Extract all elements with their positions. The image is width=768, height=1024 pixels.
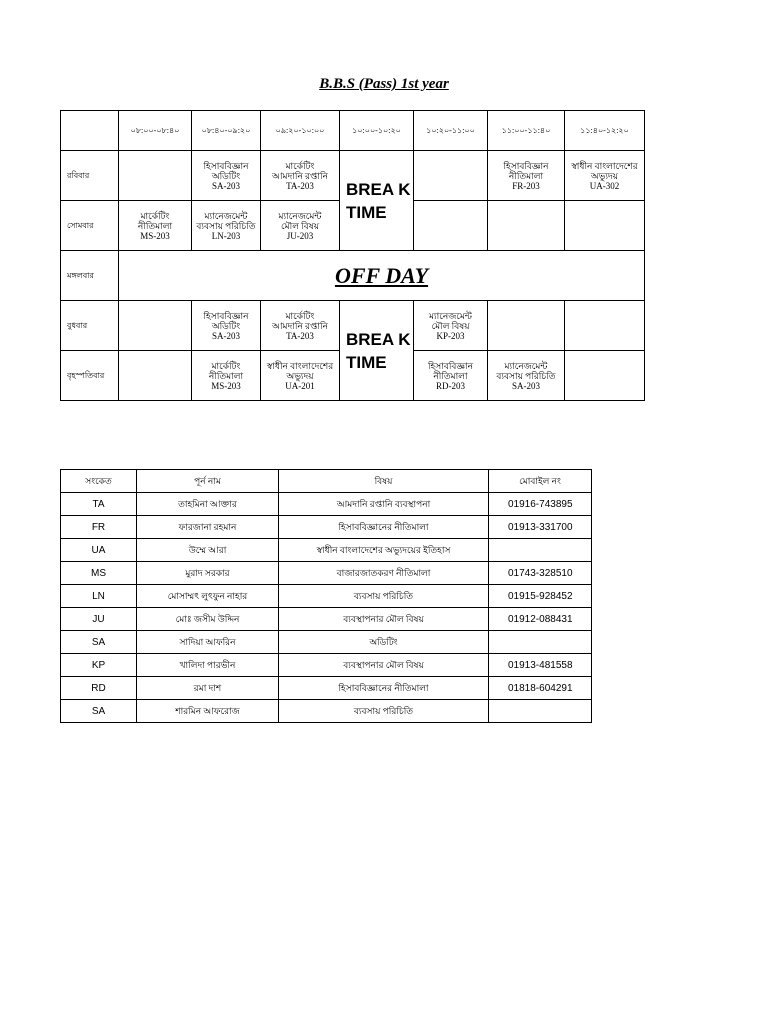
class-cell xyxy=(488,201,565,251)
teacher-name: মুরাদ সরকার xyxy=(137,562,279,585)
teacher-code: UA-201 xyxy=(285,380,315,391)
teacher-code: SA-203 xyxy=(511,380,540,391)
class-cell xyxy=(261,351,340,401)
class-cell xyxy=(261,201,340,251)
routine-header-row xyxy=(61,111,645,151)
teacher-code: MS xyxy=(61,562,137,585)
teacher-mobile xyxy=(489,539,592,562)
teacher-code: SA-203 xyxy=(211,180,240,191)
teacher-list-table xyxy=(60,469,592,723)
class-cell xyxy=(261,151,340,201)
teacher-name: মোসাম্মৎ লুৎফুন নাহার xyxy=(137,585,279,608)
teacher-subject: স্বাধীন বাংলাদেশের অভ্যুদয়ের ইতিহাস xyxy=(279,539,489,562)
teacher-mobile xyxy=(489,700,592,723)
teacher-name: তাহমিনা আক্তার xyxy=(137,493,279,516)
break-time-cell: BREA K TIME xyxy=(340,301,414,401)
subject-line: অডিটিং xyxy=(211,170,241,181)
subject-line: হিসাববিজ্ঞান xyxy=(203,310,249,321)
teacher-code: KP-203 xyxy=(436,330,465,341)
class-cell xyxy=(414,351,488,401)
teacher-subject: হিসাববিজ্ঞানের নীতিমালা xyxy=(279,516,489,539)
subject-line: নীতিমালা xyxy=(208,370,244,381)
teacher-row xyxy=(61,608,592,631)
teacher-subject: অডিটিং xyxy=(279,631,489,654)
teacher-code: FR xyxy=(61,516,137,539)
teacher-mobile: 01916-743895 xyxy=(489,493,592,516)
teacher-code: TA-203 xyxy=(286,330,314,341)
class-cell xyxy=(192,201,261,251)
class-cell xyxy=(565,151,645,201)
class-cell xyxy=(192,301,261,351)
teacher-code: SA xyxy=(61,700,137,723)
teacher-subject: ব্যবসায় পরিচিতি xyxy=(279,585,489,608)
header-corner xyxy=(61,111,119,151)
teacher-subject: ব্যবস্থাপনার মৌল বিষয় xyxy=(279,608,489,631)
subject-line: হিসাববিজ্ঞান xyxy=(203,160,249,171)
subject-line: স্বাধীন বাংলাদেশের xyxy=(571,160,638,171)
subject-line: ম্যানেজমেন্ট xyxy=(504,360,548,371)
subject-line: অডিটিং xyxy=(211,320,241,331)
teacher-subject: ব্যবসায় পরিচিতি xyxy=(279,700,489,723)
subject-line: নীতিমালা xyxy=(508,170,544,181)
teacher-mobile xyxy=(489,631,592,654)
teacher-row xyxy=(61,700,592,723)
teacher-code: UA-302 xyxy=(589,180,620,191)
teacher-row xyxy=(61,631,592,654)
teacher-name: ফারজানা রহমান xyxy=(137,516,279,539)
teacher-row xyxy=(61,539,592,562)
subject-line: ব্যবসায় পরিচিতি xyxy=(196,220,256,231)
teacher-code: TA-203 xyxy=(286,180,314,191)
teacher-mobile: 01743-328510 xyxy=(489,562,592,585)
break-time-cell: BREA K TIME xyxy=(340,151,414,251)
page-title: B.B.S (Pass) 1st year xyxy=(319,76,449,92)
time-slot-1: ০৮:০০-০৮:৪০ xyxy=(119,111,192,151)
time-slot-3: ০৯:২০-১০:০০ xyxy=(261,111,340,151)
teacher-code: KP xyxy=(61,654,137,677)
teacher-mobile: 01913-481558 xyxy=(489,654,592,677)
class-cell xyxy=(488,351,565,401)
teacher-mobile: 01818-604291 xyxy=(489,677,592,700)
teacher-header-row xyxy=(61,470,592,493)
teacher-mobile: 01912-088431 xyxy=(489,608,592,631)
subject-line: মার্কেটিং xyxy=(211,360,241,371)
subject-line: মৌল বিষয় xyxy=(280,220,320,231)
class-cell xyxy=(192,351,261,401)
class-cell xyxy=(565,301,645,351)
teacher-mobile: 01915-928452 xyxy=(489,585,592,608)
subject-line: ম্যানেজমেন্ট xyxy=(278,210,322,221)
subject-line: আমদানি রপ্তানি xyxy=(272,170,328,181)
teacher-name: উম্মে আরা xyxy=(137,539,279,562)
class-cell xyxy=(414,301,488,351)
subject-line: ম্যানেজমেন্ট xyxy=(429,310,472,321)
class-cell xyxy=(414,151,488,201)
teacher-code: JU xyxy=(61,608,137,631)
class-cell xyxy=(119,201,192,251)
subject-line: ব্যবসায় পরিচিতি xyxy=(496,370,556,381)
day-sunday: রবিবার xyxy=(61,151,119,201)
teacher-name: সাদিয়া আফরিন xyxy=(137,631,279,654)
teacher-code: SA-203 xyxy=(211,330,240,341)
class-cell xyxy=(488,151,565,201)
teacher-code: FR-203 xyxy=(512,180,540,191)
teacher-code: LN-203 xyxy=(211,230,241,241)
class-cell xyxy=(565,201,645,251)
teacher-subject: আমদানি রপ্তানি ব্যবস্থাপনা xyxy=(279,493,489,516)
teacher-name: শারমিন আফরোজ xyxy=(137,700,279,723)
time-slot-6: ১১:০০-১১:৪০ xyxy=(488,111,565,151)
teacher-mobile: 01913-331700 xyxy=(489,516,592,539)
subject-line: মার্কেটিং xyxy=(285,310,315,321)
routine-row-wednesday xyxy=(61,301,645,351)
day-thursday: বৃহস্পতিবার xyxy=(61,351,119,401)
teacher-code: UA xyxy=(61,539,137,562)
teacher-row xyxy=(61,516,592,539)
subject-line: ম্যানেজমেন্ট xyxy=(204,210,248,221)
subject-line: হিসাববিজ্ঞান xyxy=(427,360,474,371)
teacher-row xyxy=(61,562,592,585)
class-cell xyxy=(565,351,645,401)
off-day-cell: OFF DAY xyxy=(119,251,645,301)
teacher-row xyxy=(61,677,592,700)
teacher-code: JU-203 xyxy=(286,230,314,241)
header-mobile: মোবাইল নং xyxy=(489,470,592,493)
subject-line: স্বাধীন বাংলাদেশের xyxy=(266,360,334,371)
subject-line: আমদানি রপ্তানি xyxy=(272,320,328,331)
subject-line: মার্কেটিং xyxy=(140,210,170,221)
teacher-row xyxy=(61,585,592,608)
class-routine-table xyxy=(60,110,645,401)
teacher-code: TA xyxy=(61,493,137,516)
subject-line: মৌল বিষয় xyxy=(431,320,470,331)
teacher-code: RD-203 xyxy=(436,380,465,391)
teacher-name: মোঃ জসীম উদ্দিন xyxy=(137,608,279,631)
teacher-code: MS-203 xyxy=(140,230,170,241)
header-full-name: পূর্ন নাম xyxy=(137,470,279,493)
teacher-subject: হিসাববিজ্ঞানের নীতিমালা xyxy=(279,677,489,700)
day-wednesday: বুধবার xyxy=(61,301,119,351)
time-slot-2: ০৮:৪০-০৯:২০ xyxy=(192,111,261,151)
subject-line: নীতিমালা xyxy=(137,220,173,231)
day-monday: সোমবার xyxy=(61,201,119,251)
class-cell xyxy=(414,201,488,251)
teacher-subject: বাজারজাতকরণ নীতিমালা xyxy=(279,562,489,585)
header-code: সংকেত xyxy=(61,470,137,493)
teacher-code: RD xyxy=(61,677,137,700)
day-tuesday: মঙ্গলবার xyxy=(61,251,119,301)
subject-line: অভ্যুদয় xyxy=(590,170,619,181)
subject-line: হিসাববিজ্ঞান xyxy=(503,160,549,171)
time-slot-4: ১০:০০-১০:২০ xyxy=(340,111,414,151)
subject-line: নীতিমালা xyxy=(433,370,468,381)
class-cell xyxy=(119,301,192,351)
class-cell xyxy=(192,151,261,201)
teacher-code: MS-203 xyxy=(211,380,241,391)
class-cell xyxy=(119,351,192,401)
subject-line: অভ্যুদয় xyxy=(286,370,314,381)
header-subject: বিষয় xyxy=(279,470,489,493)
routine-row-sunday xyxy=(61,151,645,201)
time-slot-7: ১১:৪০-১২:২০ xyxy=(565,111,645,151)
time-slot-5: ১০:২০-১১:০০ xyxy=(414,111,488,151)
teacher-code: SA xyxy=(61,631,137,654)
teacher-code: LN xyxy=(61,585,137,608)
teacher-subject: ব্যবস্থাপনার মৌল বিষয় xyxy=(279,654,489,677)
teacher-row xyxy=(61,654,592,677)
subject-line: মার্কেটিং xyxy=(285,160,315,171)
class-cell xyxy=(119,151,192,201)
routine-row-tuesday xyxy=(61,251,645,301)
class-cell xyxy=(261,301,340,351)
teacher-name: রমা দাশ xyxy=(137,677,279,700)
teacher-row xyxy=(61,493,592,516)
class-cell xyxy=(488,301,565,351)
teacher-name: খালিদা পারভীন xyxy=(137,654,279,677)
